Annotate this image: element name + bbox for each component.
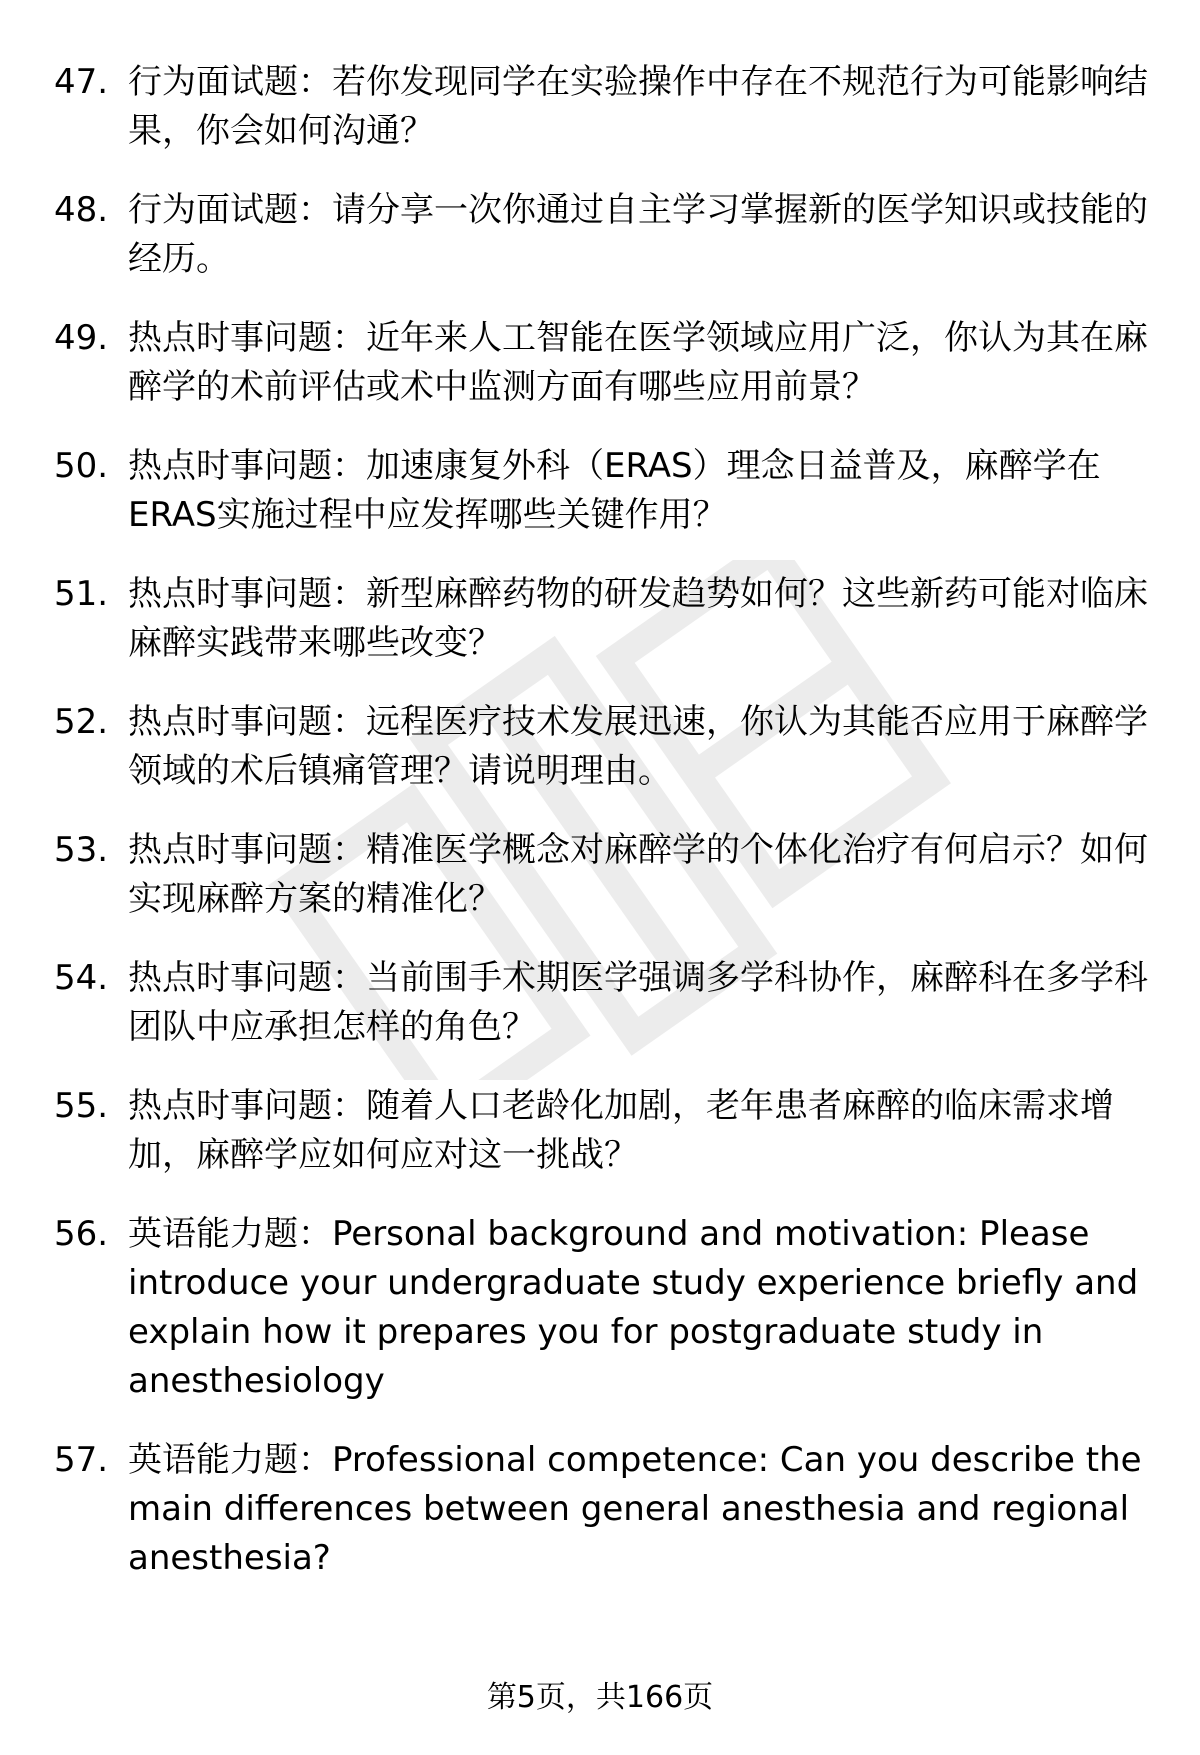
question-item-52 <box>54 698 1154 796</box>
question-text: 行为面试题：请分享一次你通过自主学习掌握新的医学知识或技能的经历。 <box>128 190 1148 279</box>
question-item-50 <box>54 442 1154 540</box>
question-number: 55. <box>54 1086 109 1126</box>
question-text: 热点时事问题：当前围手术期医学强调多学科协作，麻醉科在多学科团队中应承担怎样的角色？ <box>128 958 1148 1047</box>
question-number: 50. <box>54 446 109 486</box>
question-text: 热点时事问题：随着人口老龄化加剧，老年患者麻醉的临床需求增加，麻醉学应如何应对这一挑战？ <box>128 1086 1114 1175</box>
question-number: 57. <box>54 1440 109 1480</box>
question-list <box>54 58 1154 1613</box>
question-text: 热点时事问题：加速康复外科（ERAS）理念日益普及，麻醉学在ERAS实施过程中应发挥哪些关键作用？ <box>128 446 1101 535</box>
question-item-48 <box>54 186 1154 284</box>
question-item-55 <box>54 1082 1154 1180</box>
question-number: 52. <box>54 702 109 742</box>
question-item-51 <box>54 570 1154 668</box>
question-number: 47. <box>54 62 109 102</box>
question-number: 48. <box>54 190 109 230</box>
question-number: 54. <box>54 958 109 998</box>
page-footer: 第5页，共166页 <box>486 1680 714 1715</box>
question-item-49 <box>54 314 1154 412</box>
question-item-56 <box>54 1210 1154 1406</box>
question-number: 53. <box>54 830 109 870</box>
question-item-53 <box>54 826 1154 924</box>
question-text: 热点时事问题：近年来人工智能在医学领域应用广泛，你认为其在麻醉学的术前评估或术中监测方面有哪些应用前景？ <box>128 318 1148 407</box>
question-text: 英语能力题：Personal background and motivation: Please introduce your undergraduate study experience briefly and explain how it prepares you for postgraduate study in anesthesiology <box>128 1214 1139 1401</box>
question-text: 英语能力题：Professional competence: Can you describe the main differences between general anesthesia and regional anesthesia? <box>128 1440 1142 1578</box>
question-item-54 <box>54 954 1154 1052</box>
question-text: 行为面试题：若你发现同学在实验操作中存在不规范行为可能影响结果，你会如何沟通？ <box>128 62 1148 151</box>
question-number: 51. <box>54 574 109 614</box>
question-item-47 <box>54 58 1154 156</box>
question-text: 热点时事问题：新型麻醉药物的研发趋势如何？这些新药可能对临床麻醉实践带来哪些改变？ <box>128 574 1148 663</box>
question-number: 56. <box>54 1214 109 1254</box>
question-number: 49. <box>54 318 109 358</box>
question-text: 热点时事问题：远程医疗技术发展迅速，你认为其能否应用于麻醉学领域的术后镇痛管理？请说明理由。 <box>128 702 1148 791</box>
question-item-57 <box>54 1436 1154 1583</box>
question-text: 热点时事问题：精准医学概念对麻醉学的个体化治疗有何启示？如何实现麻醉方案的精准化？ <box>128 830 1148 919</box>
